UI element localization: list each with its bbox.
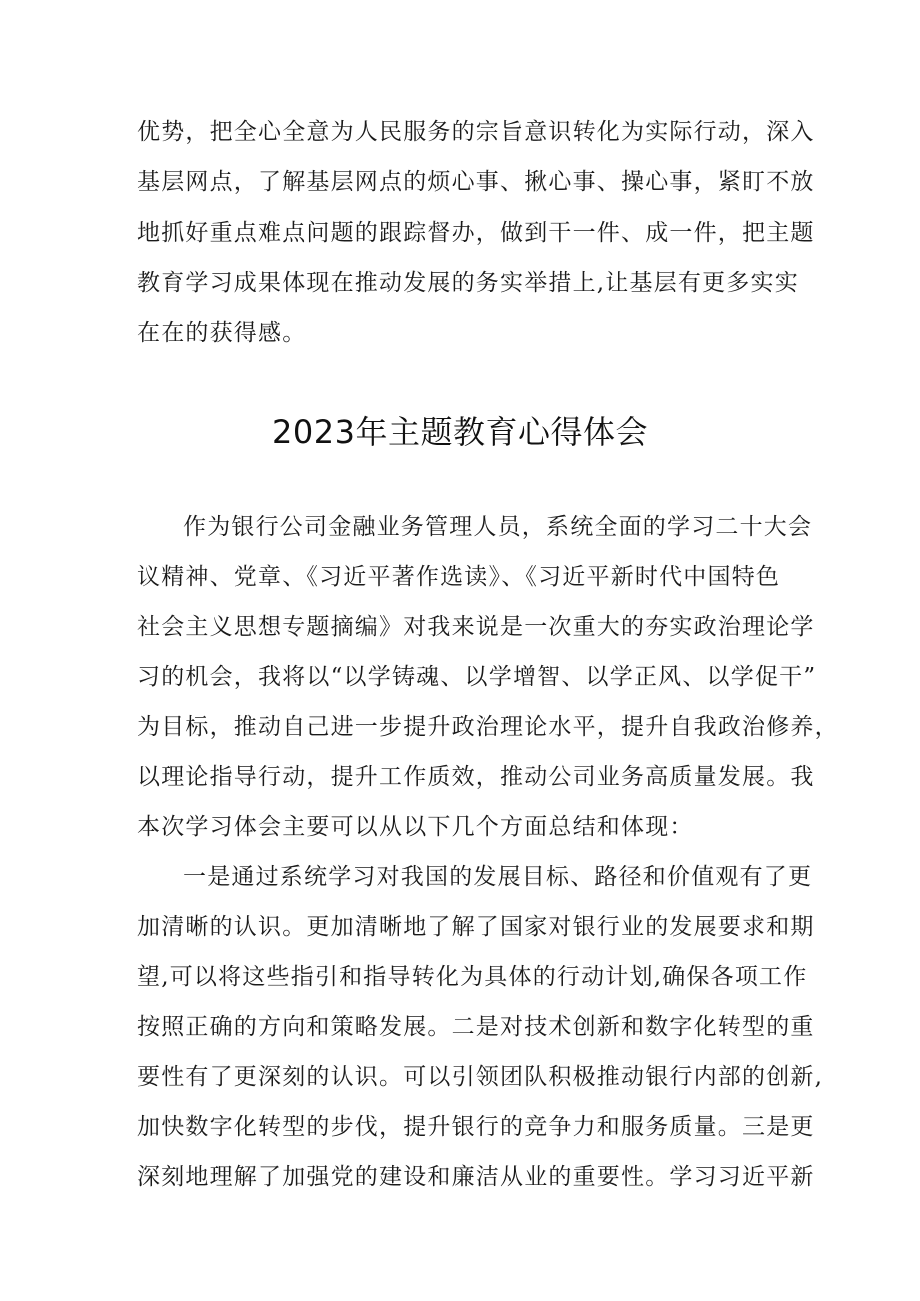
document-title: 2023年主题教育心得体会 (272, 413, 648, 451)
intro-line-5: 在在的获得感。 (137, 320, 307, 346)
intro-line-1: 优势，把全心全意为人民服务的宗旨意识转化为实际行动，深入 (137, 119, 815, 145)
paragraph-1-line-6: 以理论指导行动，提升工作质效，推动公司业务高质量发展。我 (137, 764, 815, 790)
intro-line-4: 教育学习成果体现在推动发展的务实举措上,让基层有更多实实 (137, 270, 799, 296)
paragraph-1-line-7: 本次学习体会主要可以从以下几个方面总结和体现： (137, 814, 694, 840)
paragraph-2-line-4: 按照正确的方向和策略发展。二是对技术创新和数字化转型的重 (137, 1014, 815, 1040)
paragraph-1-line-1: 作为银行公司金融业务管理人员，系统全面的学习二十大会 (183, 514, 813, 540)
paragraph-2-line-7: 深刻地理解了加强党的建设和廉洁从业的重要性。学习习近平新 (137, 1164, 815, 1190)
paragraph-2-line-1: 一是通过系统学习对我国的发展目标、路径和价值观有了更 (183, 864, 813, 890)
paragraph-2-line-2: 加清晰的认识。更加清晰地了解了国家对银行业的发展要求和期 (137, 914, 815, 940)
paragraph-1-line-2: 议精神、党章、《习近平著作选读》、《习近平新时代中国特色 (137, 564, 781, 590)
paragraph-1-line-4: 习的机会，我将以“以学铸魂、以学增智、以学正风、以学促干” (137, 664, 817, 690)
paragraph-1-line-5: 为目标，推动自己进一步提升政治理论水平，提升自我政治修养， (137, 714, 839, 740)
paragraph-2-line-6: 加快数字化转型的步伐，提升银行的竞争力和服务质量。三是更 (137, 1114, 815, 1140)
paragraph-1-line-3: 社会主义思想专题摘编》对我来说是一次重大的夯实政治理论学 (137, 614, 815, 640)
intro-line-2: 基层网点，了解基层网点的烦心事、揪心事、操心事，紧盯不放 (137, 169, 815, 195)
paragraph-2-line-5: 要性有了更深刻的认识。可以引领团队积极推动银行内部的创新, (137, 1064, 824, 1090)
intro-line-3: 地抓好重点难点问题的跟踪督办，做到干一件、成一件，把主题 (137, 220, 815, 246)
paragraph-2-line-3: 望,可以将这些指引和指导转化为具体的行动计划,确保各项工作 (137, 964, 808, 990)
